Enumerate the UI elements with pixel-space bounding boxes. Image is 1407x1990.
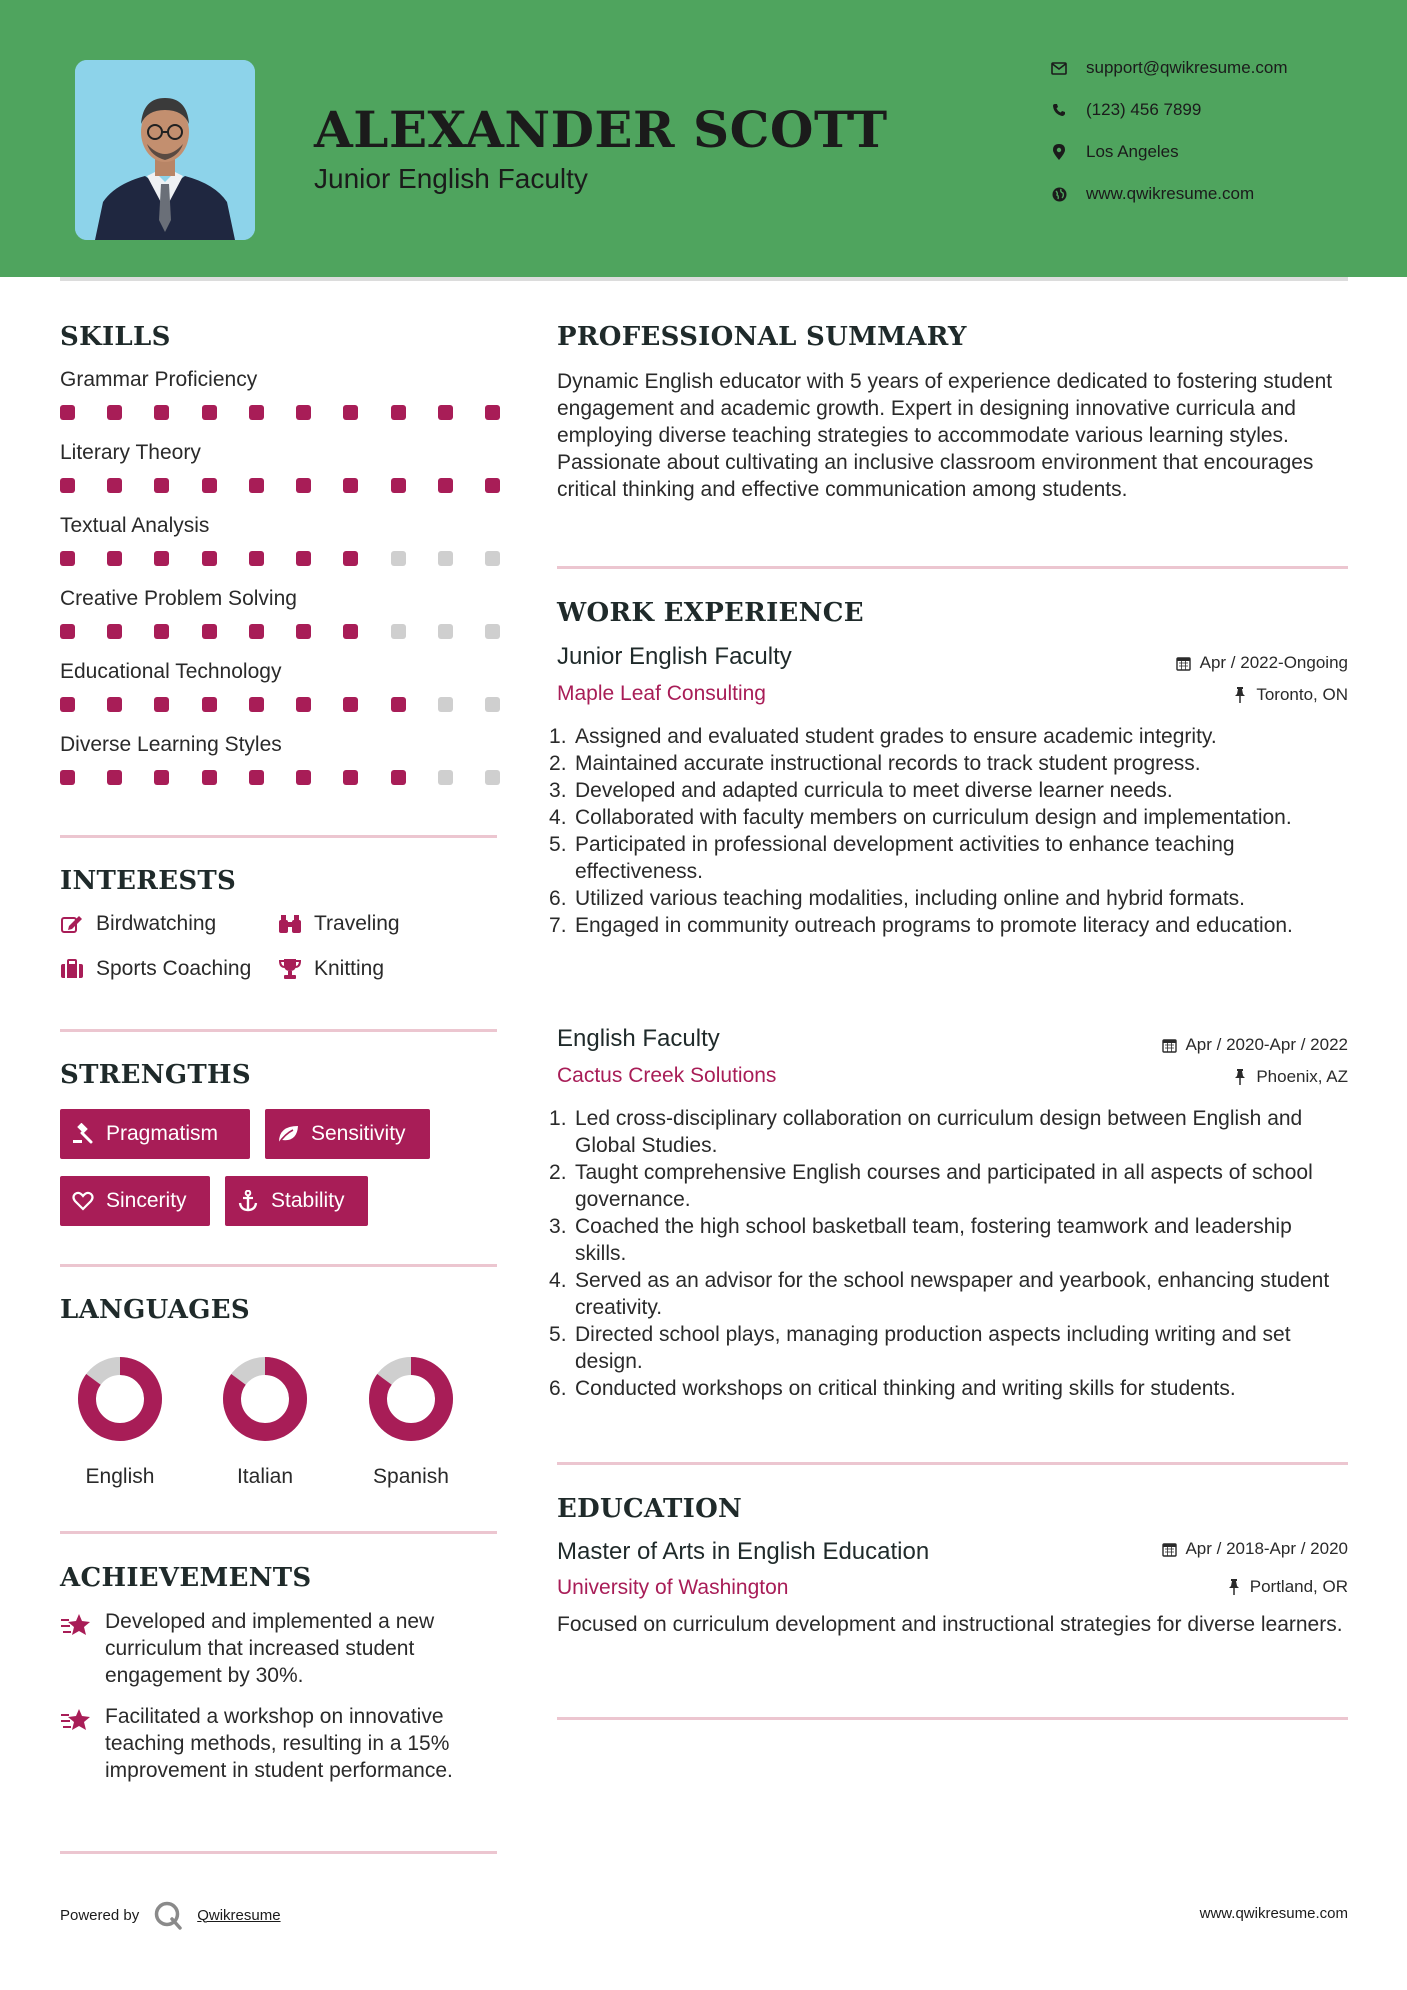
skill-rating-dot xyxy=(485,624,500,639)
skill-rating-dot xyxy=(249,697,264,712)
interest-item: Traveling xyxy=(278,912,400,936)
skill-name: Educational Technology xyxy=(60,660,282,683)
job-date: Apr / 2020-Apr / 2022 xyxy=(1161,1035,1348,1055)
skill-rating-dot xyxy=(438,624,453,639)
achievement-item: Facilitated a workshop on innovative teaching methods, resulting in a 15% improvement in student performance. xyxy=(60,1703,500,1784)
responsibility-item: Led cross-disciplinary collaboration on curriculum design between English and Global Studies. xyxy=(575,1107,1303,1157)
experience-heading: WORK EXPERIENCE xyxy=(557,598,864,628)
skill-rating-dot xyxy=(202,551,217,566)
skill-rating-dot xyxy=(249,624,264,639)
language-item xyxy=(60,1355,180,1489)
contact-email[interactable] xyxy=(1050,58,1288,78)
skill-rating-dot xyxy=(154,478,169,493)
skill-rating xyxy=(60,697,500,712)
skill-rating-dot xyxy=(343,770,358,785)
skill-name: Diverse Learning Styles xyxy=(60,733,282,756)
achievements-divider xyxy=(60,1851,497,1854)
skill-rating-dot xyxy=(107,478,122,493)
profile-photo xyxy=(75,60,255,240)
skill-rating-dot xyxy=(154,624,169,639)
language-donut-chart xyxy=(221,1355,309,1443)
summary-text: Dynamic English educator with 5 years of experience dedicated to fostering student engagement and academic growth. Expert in designing innovative curricula and employing diverse teaching strategies to accommodate various learning styles. Passionate about cultivating an inclusive classroom environment that encourages critical thinking and effective communication among students. xyxy=(557,370,1333,501)
skill-rating-dot xyxy=(296,405,311,420)
leaf-icon xyxy=(277,1123,299,1145)
skill-rating-dot xyxy=(107,405,122,420)
skill-rating-dot xyxy=(60,697,75,712)
skill-rating-dot xyxy=(391,551,406,566)
skill-rating-dot xyxy=(202,405,217,420)
contact-website-text: www.qwikresume.com xyxy=(1086,184,1255,203)
skill-rating-dot xyxy=(485,551,500,566)
job-date: Apr / 2022-Ongoing xyxy=(1176,653,1348,673)
skill-rating-dot xyxy=(485,478,500,493)
skill-rating xyxy=(60,405,500,420)
skill-rating-dot xyxy=(438,551,453,566)
skill-rating-dot xyxy=(154,697,169,712)
skill-rating-dot xyxy=(154,770,169,785)
shooting-star-icon xyxy=(60,1707,92,1784)
pushpin-icon xyxy=(1226,1579,1242,1595)
skill-rating-dot xyxy=(391,697,406,712)
skill-rating-dot xyxy=(60,551,75,566)
skill-rating-dot xyxy=(296,478,311,493)
skill-rating-dot xyxy=(107,624,122,639)
education-divider xyxy=(557,1717,1348,1720)
strengths-heading: STRENGTHS xyxy=(60,1060,251,1090)
heart-icon xyxy=(72,1190,94,1212)
skill-rating-dot xyxy=(60,624,75,639)
contact-website[interactable] xyxy=(1050,184,1254,204)
education-location: Portland, OR xyxy=(1226,1577,1348,1597)
contact-phone[interactable] xyxy=(1050,100,1201,120)
pushpin-icon xyxy=(1232,687,1248,703)
strengths-divider xyxy=(60,1264,497,1267)
pencil-square-icon xyxy=(60,912,84,936)
job-role: Junior English Faculty xyxy=(557,643,792,670)
languages-divider xyxy=(60,1531,497,1534)
skill-rating-dot xyxy=(438,478,453,493)
skill-rating-dot xyxy=(296,697,311,712)
responsibility-item: Served as an advisor for the school newspaper and yearbook, enhancing student creativity. xyxy=(575,1269,1330,1319)
strength-tag: Pragmatism xyxy=(60,1109,250,1159)
skill-rating-dot xyxy=(391,405,406,420)
trophy-icon xyxy=(278,957,302,981)
skill-rating-dot xyxy=(438,697,453,712)
skill-rating-dot xyxy=(202,770,217,785)
language-item xyxy=(351,1355,471,1489)
interest-item: Knitting xyxy=(278,957,384,981)
responsibility-item: Directed school plays, managing production aspects including writing and set design. xyxy=(575,1323,1291,1373)
strength-tag: Sincerity xyxy=(60,1176,210,1226)
skill-rating-dot xyxy=(202,697,217,712)
contact-location xyxy=(1050,142,1179,162)
skill-rating-dot xyxy=(438,405,453,420)
responsibility-item: Coached the high school basketball team, fostering teamwork and leadership skills. xyxy=(575,1215,1292,1265)
globe-icon xyxy=(1050,185,1068,203)
skill-rating-dot xyxy=(60,770,75,785)
skill-rating-dot xyxy=(107,697,122,712)
job-company: Cactus Creek Solutions xyxy=(557,1064,777,1087)
anchor-icon xyxy=(237,1190,259,1212)
responsibility-item: Participated in professional development activities to enhance teaching effectiveness. xyxy=(575,833,1235,883)
skill-rating-dot xyxy=(249,770,264,785)
job-responsibilities xyxy=(557,723,1347,939)
skill-rating-dot xyxy=(343,405,358,420)
language-item xyxy=(205,1355,325,1489)
skill-name: Grammar Proficiency xyxy=(60,368,258,391)
skill-rating-dot xyxy=(202,624,217,639)
skill-rating-dot xyxy=(485,697,500,712)
skill-name: Creative Problem Solving xyxy=(60,587,297,610)
skill-rating-dot xyxy=(343,624,358,639)
skill-rating-dot xyxy=(343,551,358,566)
candidate-name: ALEXANDER SCOTT xyxy=(314,100,888,159)
phone-icon xyxy=(1050,101,1068,119)
skill-rating-dot xyxy=(343,478,358,493)
skill-rating-dot xyxy=(296,551,311,566)
education-date: Apr / 2018-Apr / 2020 xyxy=(1161,1539,1348,1559)
responsibility-item: Taught comprehensive English courses and participated in all aspects of school governance. xyxy=(575,1161,1313,1211)
skill-rating-dot xyxy=(391,478,406,493)
contact-email-text: support@qwikresume.com xyxy=(1086,58,1288,77)
achievement-item: Developed and implemented a new curriculum that increased student engagement by 30%. xyxy=(60,1608,500,1689)
language-label: Italian xyxy=(236,1465,294,1488)
responsibility-item: Collaborated with faculty members on curriculum design and implementation. xyxy=(575,806,1292,829)
job-location: Toronto, ON xyxy=(1232,685,1348,705)
education-description: Focused on curriculum development and instructional strategies for diverse learners. xyxy=(557,1613,1343,1636)
job-role: English Faculty xyxy=(557,1025,720,1052)
language-label: Spanish xyxy=(373,1465,449,1488)
skill-rating-dot xyxy=(296,624,311,639)
calendar-icon xyxy=(1161,1037,1177,1053)
skill-rating xyxy=(60,770,500,785)
calendar-icon xyxy=(1161,1541,1177,1557)
gavel-icon xyxy=(72,1123,94,1145)
education-degree: Master of Arts in English Education xyxy=(557,1538,930,1565)
skill-rating-dot xyxy=(249,405,264,420)
job-responsibilities xyxy=(557,1105,1347,1402)
skill-rating-dot xyxy=(249,551,264,566)
responsibility-item: Conducted workshops on critical thinking and writing skills for students. xyxy=(575,1377,1236,1400)
skill-rating-dot xyxy=(107,770,122,785)
achievements-heading: ACHIEVEMENTS xyxy=(60,1563,312,1593)
interest-item: Birdwatching xyxy=(60,912,216,936)
skill-rating-dot xyxy=(60,478,75,493)
skill-name: Literary Theory xyxy=(60,441,201,464)
skill-rating-dot xyxy=(391,624,406,639)
language-donut-chart xyxy=(367,1355,455,1443)
skill-rating xyxy=(60,551,500,566)
responsibility-item: Engaged in community outreach programs to promote literacy and education. xyxy=(575,914,1293,937)
language-label: English xyxy=(85,1465,155,1488)
skill-rating-dot xyxy=(485,770,500,785)
calendar-icon xyxy=(1176,655,1192,671)
shooting-star-icon xyxy=(60,1612,92,1689)
binoculars-icon xyxy=(278,912,302,936)
experience-divider xyxy=(557,1462,1348,1465)
candidate-title: Junior English Faculty xyxy=(314,163,588,194)
job-location: Phoenix, AZ xyxy=(1232,1067,1348,1087)
briefcase-icon xyxy=(60,957,84,981)
skill-rating-dot xyxy=(391,770,406,785)
skill-rating xyxy=(60,478,500,493)
skill-rating-dot xyxy=(343,697,358,712)
skill-rating-dot xyxy=(485,405,500,420)
qwikresume-logo-icon xyxy=(153,1900,183,1930)
resume-header xyxy=(0,0,1407,277)
summary-divider xyxy=(557,566,1348,569)
skill-rating-dot xyxy=(154,551,169,566)
qwikresume-link[interactable]: Qwikresume xyxy=(197,1906,281,1924)
contact-phone-text: (123) 456 7899 xyxy=(1086,100,1202,119)
skill-rating-dot xyxy=(202,478,217,493)
skill-rating-dot xyxy=(296,770,311,785)
location-pin-icon xyxy=(1050,143,1068,161)
skill-rating xyxy=(60,624,500,639)
strength-tag: Stability xyxy=(225,1176,368,1226)
skills-heading: SKILLS xyxy=(60,322,171,352)
footer-powered-by xyxy=(60,1900,281,1930)
header-divider xyxy=(60,277,1348,281)
responsibility-item: Developed and adapted curricula to meet diverse learner needs. xyxy=(575,779,1173,802)
responsibility-item: Assigned and evaluated student grades to ensure academic integrity. xyxy=(575,725,1217,748)
skill-rating-dot xyxy=(249,478,264,493)
skill-rating-dot xyxy=(154,405,169,420)
footer-url[interactable]: www.qwikresume.com xyxy=(1199,1905,1348,1922)
skill-rating-dot xyxy=(438,770,453,785)
interests-divider xyxy=(60,1029,497,1032)
language-donut-chart xyxy=(76,1355,164,1443)
education-school: University of Washington xyxy=(557,1576,789,1599)
skill-name: Textual Analysis xyxy=(60,514,210,537)
education-heading: EDUCATION xyxy=(557,1494,743,1524)
pushpin-icon xyxy=(1232,1069,1248,1085)
skill-rating-dot xyxy=(107,551,122,566)
powered-by-label: Powered by xyxy=(60,1906,140,1924)
skills-divider xyxy=(60,835,497,838)
responsibility-item: Utilized various teaching modalities, including online and hybrid formats. xyxy=(575,887,1246,910)
envelope-icon xyxy=(1050,59,1068,77)
interest-item: Sports Coaching xyxy=(60,957,251,981)
languages-heading: LANGUAGES xyxy=(60,1295,250,1325)
interests-heading: INTERESTS xyxy=(60,866,237,896)
contact-location-text: Los Angeles xyxy=(1086,142,1179,161)
summary-heading: PROFESSIONAL SUMMARY xyxy=(557,322,967,352)
responsibility-item: Maintained accurate instructional records to track student progress. xyxy=(575,752,1201,775)
job-company: Maple Leaf Consulting xyxy=(557,682,766,705)
skill-rating-dot xyxy=(60,405,75,420)
strength-tag: Sensitivity xyxy=(265,1109,430,1159)
